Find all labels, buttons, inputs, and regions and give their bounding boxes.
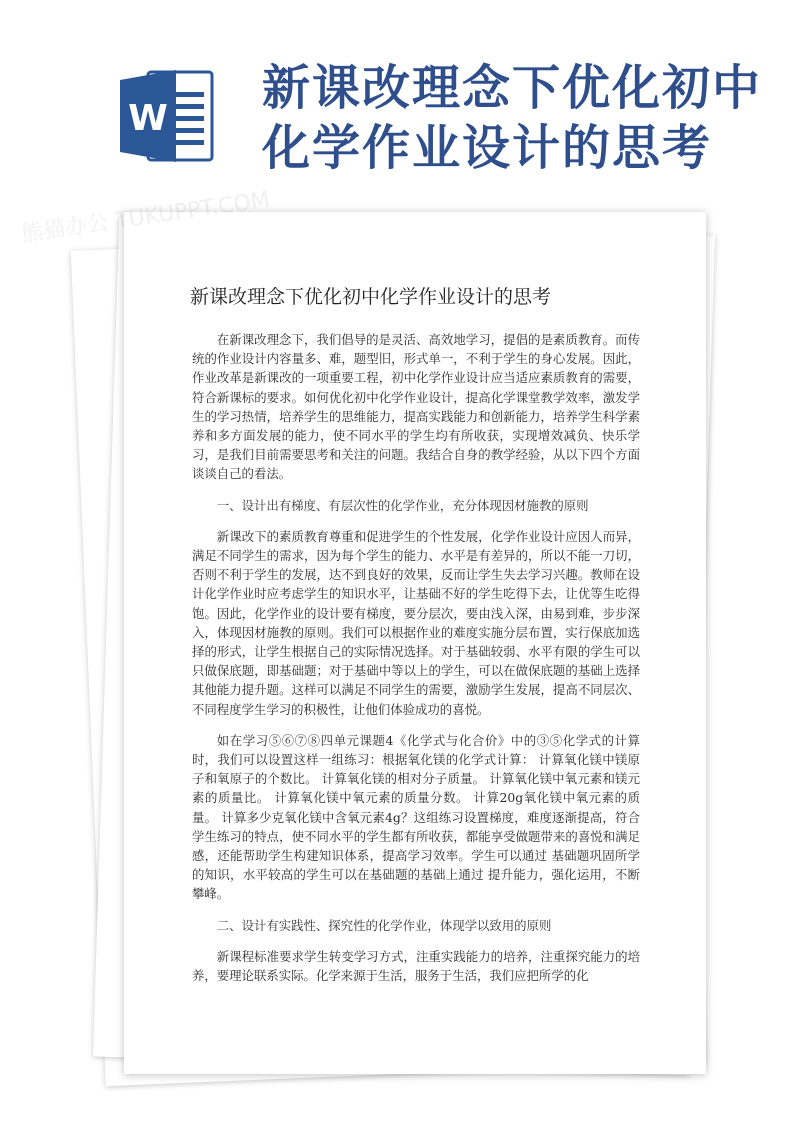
- document-body: [192, 330, 640, 997]
- paragraph-example: 如在学习⑤⑥⑦⑧四单元课题4《化学式与化合价》中的③⑤化学式的计算时，我们可以设置这样一组练习：根据氧化镁的化学式计算： 计算氧化镁中镁原子和氧原子的个数比。 计算氧化镁的相对分子质量。 计算氧化镁中氧元素和镁元素的质量比。 计算氧化镁中氧元素的质量分数。 计算20g氧化镁中氧元素的质量。 计算多少克氧化镁中含氧元素4g？这组练习设置梯度，难度逐渐提高，符合学生练习的特点，使不同水平的学生都有所收获，都能享受做题带来的喜悦和满足感，还能帮助学生构建知识体系，提高学习效率。学生可以通过 基础题巩固所学的知识，水平较高的学生可以在基础题的基础上通过 提升能力，强化运用，不断攀峰。: [192, 732, 640, 902]
- word-doc-icon: [118, 66, 218, 166]
- section-heading-1: 一、设计出有梯度、有层次性的化学作业，充分体现因材施教的原则: [216, 497, 589, 513]
- paragraph-section-1: 新课改下的素质教育尊重和促进学生的个性发展，化学作业设计应因人而异，满足不同学生的需求，因为每个学生的能力、水平是有差异的，所以不能一刀切，否则不利于学生的发展，达不到良好的效果，反而让学生失去学习兴趣。教师在设计化学作业时应考虑学生的知识水平，让基础不好的学生吃得下去，让优等生吃得饱。因此，化学作业的设计要有梯度，要分层次，要由浅入深，由易到难，步步深入，体现因材施教的原则。我们可以根据作业的难度实施分层布置，实行保底加选择的形式，让学生根据自己的实际情况选择。对于基础较弱、水平有限的学生可以只做保底题，即基础题；对于基础中等以上的学生，可以在做保底题的基础上选择其他能力提升题。这样可以满足不同学生的需要，激励学生发展，提高不同层次、不同程度学生学习的积极性，让他们体验成功的喜悦。: [192, 528, 640, 717]
- header-title-line-1: 新课改理念下优化初中: [262, 60, 763, 116]
- section-heading-2: 二、设计有实践性、探究性的化学作业，体现学以致用的原则: [216, 917, 552, 933]
- svg-text:W: W: [128, 98, 168, 139]
- header-title: [262, 58, 762, 178]
- document-page: [124, 212, 706, 1074]
- header-title-line-2: 化学作业设计的思考: [262, 120, 713, 176]
- paragraph-intro: 在新课改理念下，我们倡导的是灵活、高效地学习，提倡的是素质教育。而传统的作业设计内容量多、难，题型旧，形式单一，不利于学生的身心发展。因此，作业改革是新课改的一项重要工程，初中化学作业设计应当适应素质教育的需要，符合新课标的要求。如何优化初中化学作业设计，提高化学课堂教学效率，激发学生的学习热情，培养学生的思维能力，提高实践能力和创新能力，培养学生科学素养和多方面发展的能力，使不同水平的学生均有所收获，实现增效减负、快乐学习，是我们目前需要思考和关注的问题。我结合自身的教学经验，从以下四个方面谈谈自己的看法。: [192, 332, 640, 482]
- watermark: 熊猫办公 TUKUPPT.COM: [19, 187, 272, 248]
- paragraph-section-2: 新课程标准要求学生转变学习方式，注重实践能力的培养，注重探究能力的培养，要理论联系实际。化学来源于生活，服务于生活，我们应把所学的化: [192, 948, 640, 984]
- document-title: 新课改理念下优化初中化学作业设计的思考: [190, 286, 552, 308]
